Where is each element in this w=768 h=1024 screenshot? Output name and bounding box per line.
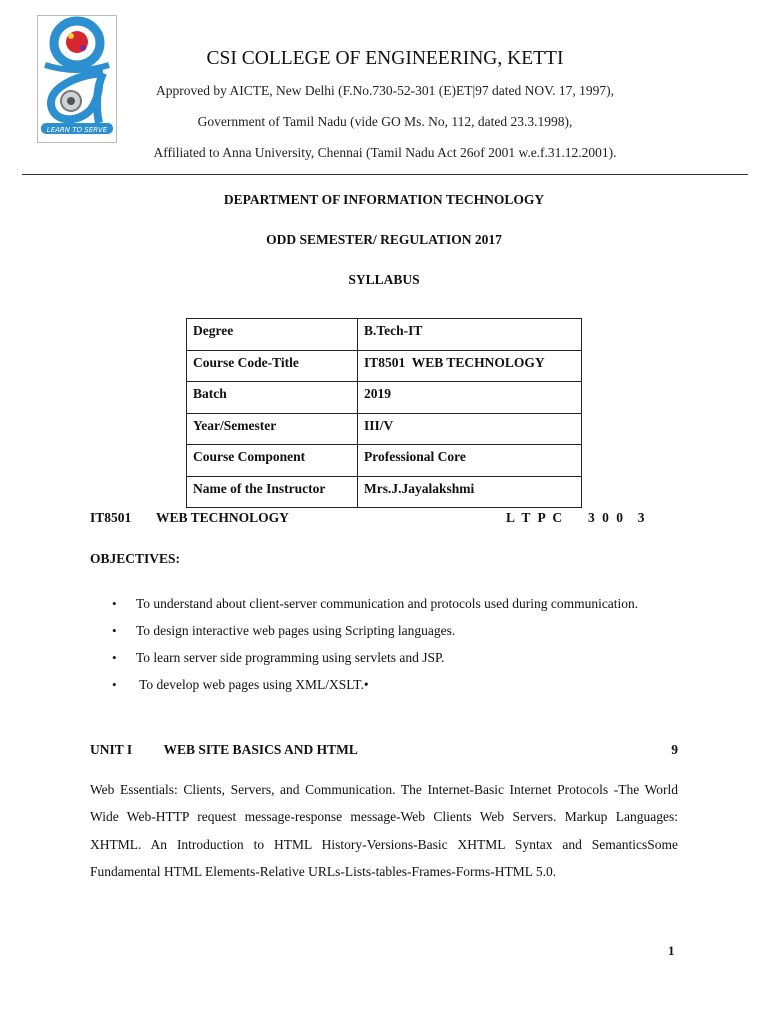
course-info-table (186, 318, 582, 508)
government-line: Government of Tamil Nadu (vide GO Ms. No, 112, dated 23.3.1998), (197, 114, 573, 129)
course-code: IT8501 (90, 510, 132, 525)
info-value: III/V (358, 413, 582, 445)
college-logo (37, 15, 117, 143)
syllabus-heading: SYLLABUS (348, 272, 420, 287)
objective-item: • To learn server side programming using servlets and JSP. (90, 644, 678, 671)
info-label: Course Component (187, 445, 358, 477)
ltpc-values: 3 0 0 3 (588, 510, 645, 525)
unit-label: UNIT I (90, 742, 133, 757)
header-divider (22, 174, 748, 175)
objectives-list (90, 590, 678, 698)
college-logo-graphic (37, 15, 117, 143)
info-label: Degree (187, 319, 358, 351)
logo-motto: LEARN TO SERVE (46, 126, 108, 134)
info-label: Course Code-Title (187, 350, 358, 382)
objectives-title: OBJECTIVES: (90, 551, 181, 566)
info-label: Name of the Instructor (187, 476, 358, 508)
info-row (187, 476, 582, 508)
info-value: B.Tech-IT (358, 319, 582, 351)
college-name: CSI COLLEGE OF ENGINEERING, KETTI (206, 48, 564, 69)
info-value: IT8501 WEB TECHNOLOGY (358, 350, 582, 382)
unit-hours: 9 (671, 742, 678, 757)
objective-item: • To design interactive web pages using Scripting languages. (90, 617, 678, 644)
info-label: Batch (187, 382, 358, 414)
info-label: Year/Semester (187, 413, 358, 445)
unit-content: Web Essentials: Clients, Servers, and Communication. The Internet-Basic Internet Protocols -The World Wide Web-HTTP request message-response message-Web Clients Web Servers. Markup Languages: XHTML. An Introduction to HTML History-Versions-Basic XHTML Syntax and SemanticsSome Fundamental HTML Elements-Relative URLs-Lists-tables-Frames-Forms-HTML 5.0. (90, 782, 678, 879)
info-value: 2019 (358, 382, 582, 414)
objective-item: • To understand about client-server communication and protocols used during communication. (90, 590, 678, 617)
info-value: Mrs.J.Jayalakshmi (358, 476, 582, 508)
department-heading: DEPARTMENT OF INFORMATION TECHNOLOGY (223, 192, 545, 207)
objective-item: • To develop web pages using XML/XSLT.• (90, 671, 678, 698)
info-row (187, 413, 582, 445)
info-value: Professional Core (358, 445, 582, 477)
affiliation-line: Affiliated to Anna University, Chennai (Tamil Nadu Act 26of 2001 w.e.f.31.12.2001). (153, 145, 617, 160)
info-row (187, 445, 582, 477)
unit-title: WEB SITE BASICS AND HTML (163, 742, 358, 757)
info-row (187, 350, 582, 382)
semester-heading: ODD SEMESTER/ REGULATION 2017 (266, 232, 502, 247)
unit-heading (90, 742, 678, 758)
info-row (187, 382, 582, 414)
ltpc-label: L T P C (506, 510, 563, 525)
approval-line: Approved by AICTE, New Delhi (F.No.730-52-301 (E)ET|97 dated NOV. 17, 1997), (155, 83, 615, 98)
page-number: 1 (668, 943, 675, 958)
course-title: WEB TECHNOLOGY (156, 510, 289, 525)
info-row (187, 319, 582, 351)
